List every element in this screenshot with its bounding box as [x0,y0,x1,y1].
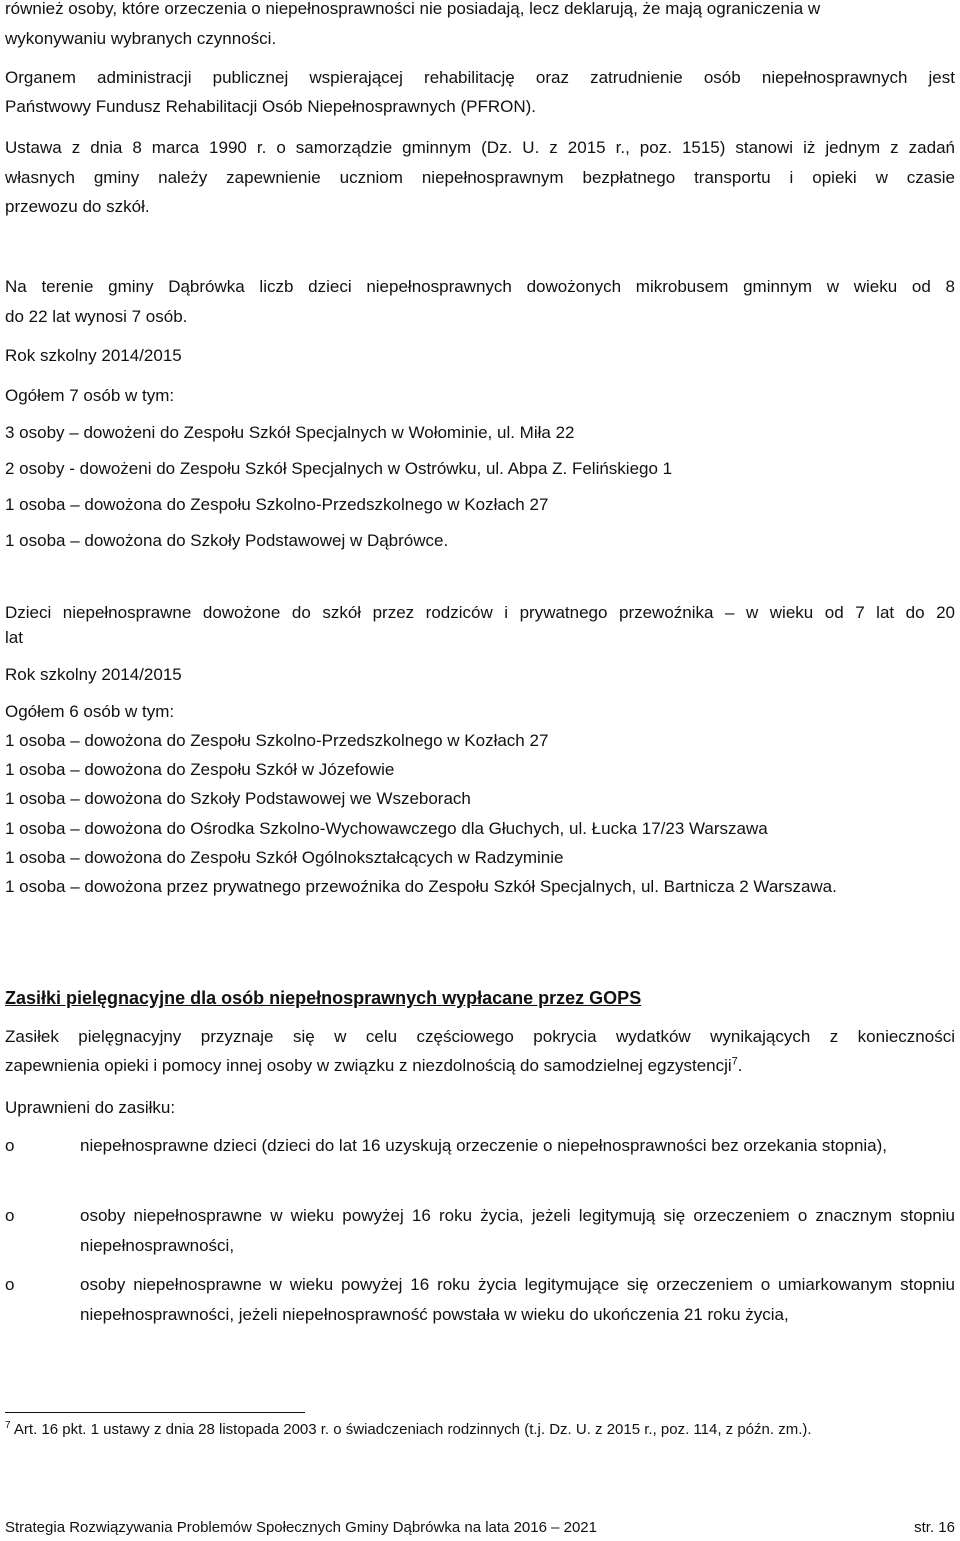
pfron-line-2: Państwowy Fundusz Rehabilitacji Osób Niepełnosprawnych (PFRON). [5,97,536,116]
entitled-item-text: osoby niepełnosprawne w wieku powyżej 16 roku życia legitymujące się orzeczeniem o umiarkowanym stopniu niepełnosprawności, jeżeli niepełnosprawność powstała w wieku do ukończenia 21 roku życia, [80,1275,955,1324]
bullet-marker: o [5,1275,15,1294]
private-item: 1 osoba – dowożona do Zespołu Szkół Ogólnokształcących w Radzyminie [5,848,564,867]
footer-title: Strategia Rozwiązywania Problemów Społecznych Gminy Dąbrówka na lata 2016 – 2021 [5,1519,597,1536]
private-school-year: Rok szkolny 2014/2015 [5,665,182,684]
private-total: Ogółem 6 osób w tym: [5,702,175,721]
page-number: str. 16 [914,1519,955,1536]
private-line-2: lat [5,628,23,647]
private-item: 1 osoba – dowożona do Zespołu Szkolno-Przedszkolnego w Kozłach 27 [5,731,549,750]
zasilki-para-line-1: Zasiłek pielęgnacyjny przyznaje się w celu częściowego pokrycia wydatków wynikających z konieczności [5,1027,955,1046]
zasilki-para-line-2 [5,1051,955,1081]
gmina-item: 1 osoba – dowożona do Szkoły Podstawowej w Dąbrówce. [5,531,449,550]
private-line-1: Dzieci niepełnosprawne dowożone do szkół przez rodziców i prywatnego przewoźnika – w wieku od 7 lat do 20 [5,603,955,622]
bullet-marker: o [5,1136,15,1155]
bullet-marker: o [5,1206,15,1225]
zasilki-para-end: . [737,1056,743,1075]
gmina-item: 3 osoby – dowożeni do Zespołu Szkół Specjalnych w Wołominie, ul. Miła 22 [5,423,575,442]
zasilki-para-text: zapewnienia opieki i pomocy innej osoby w związku z niezdolnością do samodzielnej egzystencji [5,1056,732,1075]
ustawa-line-1: Ustawa z dnia 8 marca 1990 r. o samorządzie gminnym (Dz. U. z 2015 r., poz. 1515) stanowi iż jednym z zadań [5,138,955,157]
entitled-label: Uprawnieni do zasiłku: [5,1098,176,1117]
gmina-item: 2 osoby - dowożeni do Zespołu Szkół Specjalnych w Ostrówku, ul. Abpa Z. Felińskiego 1 [5,459,673,478]
ustawa-line-2: własnych gminy należy zapewnienie uczniom niepełnosprawnym bezpłatnego transportu i opieki w czasie [5,168,955,187]
gmina-item: 1 osoba – dowożona do Zespołu Szkolno-Przedszkolnego w Kozłach 27 [5,495,549,514]
footnote-text: Art. 16 pkt. 1 ustawy z dnia 28 listopada 2003 r. o świadczeniach rodzinnych (t.j. Dz. U. z 2015 r., poz. 114, z późn. zm.). [10,1421,812,1438]
intro-line-1: również osoby, które orzeczenia o niepełnosprawności nie posiadają, lecz deklarują, że mają ograniczenia w [5,0,821,18]
entitled-item-text: niepełnosprawne dzieci (dzieci do lat 16 uzyskują orzeczenie o niepełnosprawności bez orzekania stopnia), [80,1136,888,1155]
footnote-separator [5,1412,305,1413]
gmina-line-1: Na terenie gminy Dąbrówka liczb dzieci niepełnosprawnych dowożonych mikrobusem gminnym w wieku od 8 [5,277,955,296]
ustawa-line-3: przewozu do szkół. [5,197,150,216]
private-item: 1 osoba – dowożona przez prywatnego przewoźnika do Zespołu Szkół Specjalnych, ul. Bartnicza 2 Warszawa. [5,877,837,896]
gmina-line-2: do 22 lat wynosi 7 osób. [5,307,188,326]
private-item: 1 osoba – dowożona do Zespołu Szkół w Józefowie [5,760,395,779]
section-heading: Zasiłki pielęgnacyjne dla osób niepełnosprawnych wypłacane przez GOPS [5,988,642,1008]
footnote [5,1420,812,1440]
entitled-item-text: osoby niepełnosprawne w wieku powyżej 16 roku życia, jeżeli legitymują się orzeczeniem o znacznym stopniu niepełnosprawności, [80,1206,955,1255]
footnote-ref: 7 [731,1055,738,1068]
private-item: 1 osoba – dowożona do Szkoły Podstawowej we Wszeborach [5,789,471,808]
intro-line-2: wykonywaniu wybranych czynności. [5,29,277,48]
footnote-number: 7 [5,1420,11,1431]
gmina-school-year: Rok szkolny 2014/2015 [5,346,182,365]
gmina-total: Ogółem 7 osób w tym: [5,386,175,405]
pfron-line-1: Organem administracji publicznej wspierającej rehabilitację oraz zatrudnienie osób niepełnosprawnych jest [5,68,955,87]
private-item: 1 osoba – dowożona do Ośrodka Szkolno-Wychowawczego dla Głuchych, ul. Łucka 17/23 Warszawa [5,819,768,838]
